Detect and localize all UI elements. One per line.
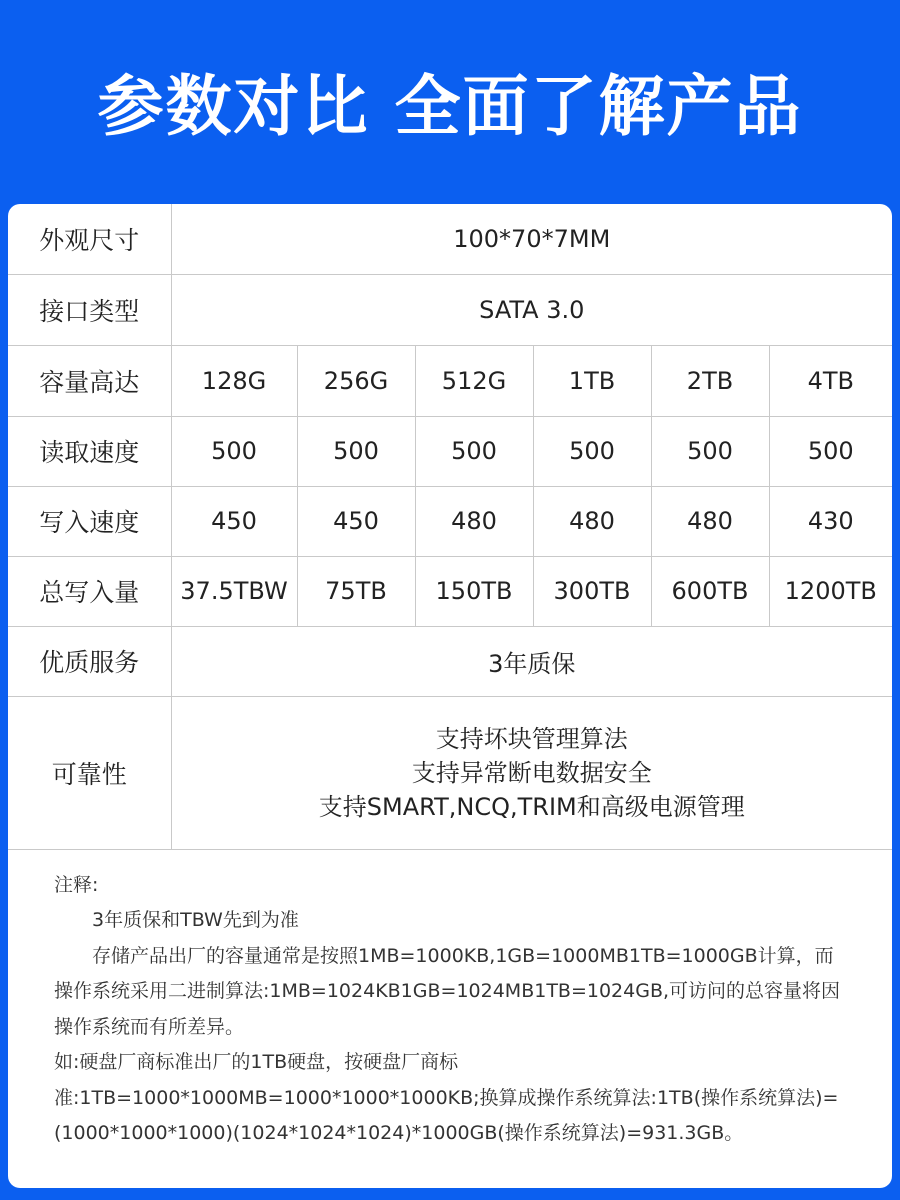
header-banner — [0, 0, 900, 200]
tbw-cell: 600TB — [651, 556, 769, 626]
write-speed-cell: 480 — [651, 486, 769, 556]
capacity-cell: 4TB — [769, 345, 892, 416]
notes-capacity-explanation: 存储产品出厂的容量通常是按照1MB=1000KB,1GB=1000MB1TB=1000GB计算，而操作系统采用二进制算法:1MB=1024KB1GB=1024MB1TB=1024GB,可访问的总容量将因操作系统而有所差异。 — [54, 944, 841, 1038]
read-speed-cell: 500 — [651, 416, 769, 486]
read-speed-cell: 500 — [533, 416, 651, 486]
interface-value: SATA 3.0 — [171, 274, 892, 345]
capacity-cell: 128G — [171, 345, 297, 416]
tbw-cell: 300TB — [533, 556, 651, 626]
capacity-cell: 256G — [297, 345, 415, 416]
tbw-cell: 75TB — [297, 556, 415, 626]
table-row-read-speed — [8, 416, 892, 486]
row-label: 接口类型 — [8, 274, 171, 345]
page-title: 参数对比 全面了解产品 — [97, 67, 803, 145]
write-speed-cell: 480 — [533, 486, 651, 556]
row-label: 读取速度 — [8, 416, 171, 486]
spec-card — [8, 204, 892, 1188]
table-row-interface — [8, 274, 892, 345]
notes-section — [8, 850, 892, 1152]
table-row-capacity — [8, 345, 892, 416]
reliability-line: 支持坏块管理算法 — [435, 724, 628, 753]
capacity-cell: 512G — [415, 345, 533, 416]
row-label: 可靠性 — [8, 696, 171, 849]
service-value: 3年质保 — [171, 626, 892, 696]
write-speed-cell: 450 — [171, 486, 297, 556]
tbw-cell: 150TB — [415, 556, 533, 626]
row-label: 总写入量 — [8, 556, 171, 626]
spec-table — [8, 204, 892, 850]
row-label: 优质服务 — [8, 626, 171, 696]
read-speed-cell: 500 — [297, 416, 415, 486]
notes-heading: 注释: — [54, 873, 99, 896]
capacity-cell: 1TB — [533, 345, 651, 416]
notes-warranty: 3年质保和TBW先到为准 — [92, 909, 299, 931]
write-speed-cell: 430 — [769, 486, 892, 556]
row-label: 容量高达 — [8, 345, 171, 416]
table-row-dimensions — [8, 204, 892, 274]
table-row-service — [8, 626, 892, 696]
write-speed-cell: 450 — [297, 486, 415, 556]
dimensions-value: 100*70*7MM — [171, 204, 892, 274]
table-row-tbw — [8, 556, 892, 626]
row-label: 外观尺寸 — [8, 204, 171, 274]
write-speed-cell: 480 — [415, 486, 533, 556]
notes-example: 如:硬盘厂商标准出厂的1TB硬盘，按硬盘厂商标准:1TB=1000*1000MB=1000*1000*1000KB;换算成操作系统算法:1TB(操作系统算法)=(1000*1000*1000)(1024*1024*1024)*1000GB(操作系统算法)=931.3GB。 — [54, 1051, 839, 1144]
read-speed-cell: 500 — [415, 416, 533, 486]
read-speed-cell: 500 — [171, 416, 297, 486]
reliability-value — [171, 696, 892, 849]
table-row-reliability — [8, 696, 892, 849]
capacity-cell: 2TB — [651, 345, 769, 416]
tbw-cell: 1200TB — [769, 556, 892, 626]
tbw-cell: 37.5TBW — [171, 556, 297, 626]
read-speed-cell: 500 — [769, 416, 892, 486]
reliability-line: 支持SMART,NCQ,TRIM和高级电源管理 — [318, 792, 745, 821]
row-label: 写入速度 — [8, 486, 171, 556]
reliability-line: 支持异常断电数据安全 — [411, 758, 652, 787]
table-row-write-speed — [8, 486, 892, 556]
